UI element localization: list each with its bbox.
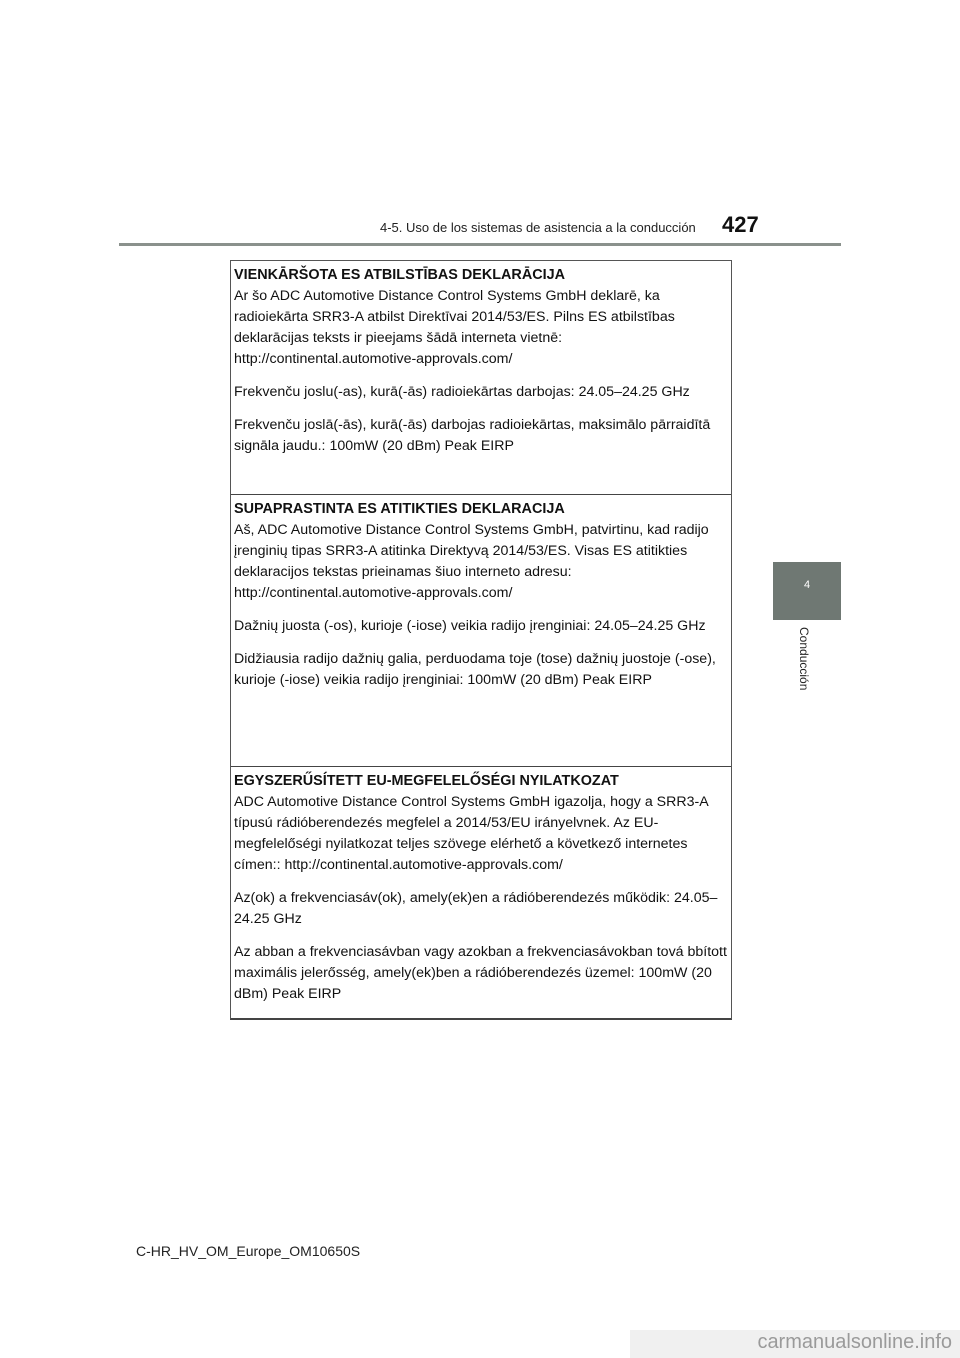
declaration-frequency: Dažnių juosta (-os), kurioje (-iose) veikia radijo įrenginiai: 24.05–24.25 GHz	[234, 618, 706, 634]
declaration-block-lithuanian	[231, 494, 731, 766]
header-rule	[119, 243, 841, 246]
section-title: 4-5. Uso de los sistemas de asistencia a la conducción	[380, 220, 696, 235]
watermark	[630, 1330, 960, 1358]
declaration-body: ADC Automotive Distance Control Systems GmbH igazolja, hogy a SRR3-A típusú rádióberendezés megfelel a 2014/53/EU irányelvnek. Az EU-megfelelőségi nyilatkozat teljes szövege elérhető a következő internetes címen:: http://continental.automotive-approvals.com/	[234, 794, 708, 873]
chapter-label	[773, 627, 841, 707]
declaration-frequency: Az(ok) a frekvenciasáv(ok), amely(ek)en a rádióberendezés működik: 24.05–24.25 GHz	[234, 890, 718, 927]
chapter-tab: 4	[773, 562, 841, 620]
declaration-power: Didžiausia radijo dažnių galia, perduodama toje (tose) dažnių juostoje (-ose), kurioje (-iose) veikia radijo įrenginiai: 100mW (20 dBm) Peak EIRP	[234, 651, 716, 688]
declaration-block-hungarian	[231, 766, 731, 1018]
declaration-power: Frekvenču joslā(-ās), kurā(-ās) darbojas radioiekārtas, maksimālo pārraidītā signāla jaudu.: 100mW (20 dBm) Peak EIRP	[234, 417, 711, 454]
page-number: 427	[722, 212, 759, 237]
declaration-title: SUPAPRASTINTA ES ATITIKTIES DEKLARACIJA	[234, 501, 565, 517]
declaration-body: Ar šo ADC Automotive Distance Control Systems GmbH deklarē, ka radioiekārta SRR3-A atbilst Direktīvai 2014/53/ES. Pilns ES atbilstības deklarācijas teksts ir pieejams šādā interneta vietnē: http://continental.automotive-approvals.com/	[234, 288, 675, 367]
declaration-title: VIENKĀRŠOTA ES ATBILSTĪBAS DEKLARĀCIJA	[234, 267, 565, 283]
declaration-title: EGYSZERŰSÍTETT EU-MEGFELELŐSÉGI NYILATKOZAT	[234, 773, 619, 789]
declarations-panel	[230, 260, 732, 1020]
declaration-power: Az abban a frekvenciasávban vagy azokban a frekvenciasávokban tová bbított maximális jelerősség, amely(ek)ben a rádióberendezés üzemel: 100mW (20 dBm) Peak EIRP	[234, 944, 727, 1002]
chapter-label-text: Conducción	[797, 627, 811, 691]
watermark-text: carmanualsonline.info	[757, 1331, 952, 1353]
declaration-block-latvian	[231, 261, 731, 494]
declaration-body: Aš, ADC Automotive Distance Control Systems GmbH, patvirtinu, kad radijo įrenginių tipas SRR3-A atitinka Direktyvą 2014/53/ES. Visas ES atitikties deklaracijos tekstas prieinamas šiuo interneto adresu: http://continental.automotive-approvals.com/	[234, 522, 709, 601]
declaration-frequency: Frekvenču joslu(-as), kurā(-ās) radioiekārtas darbojas: 24.05–24.25 GHz	[234, 384, 690, 400]
footer-document-id: C-HR_HV_OM_Europe_OM10650S	[136, 1243, 361, 1259]
